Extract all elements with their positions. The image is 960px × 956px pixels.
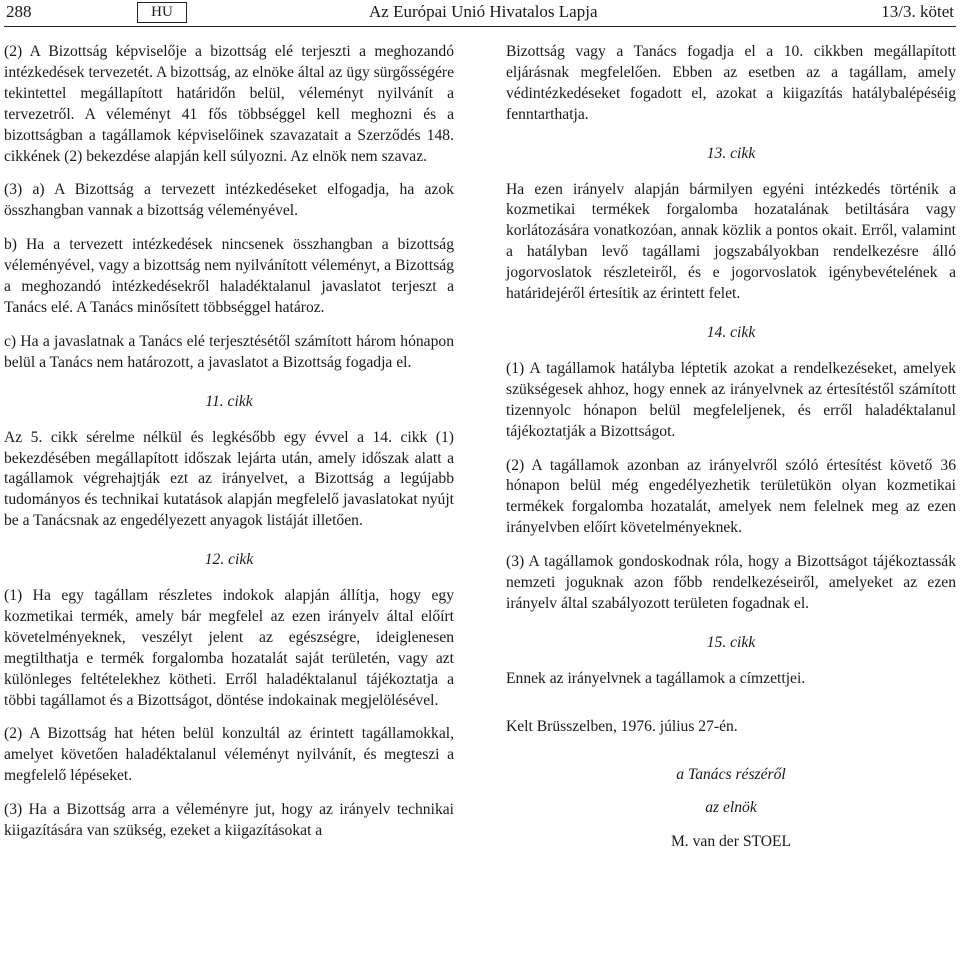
paragraph: (2) A Bizottság hat héten belül konzultál az érintett tagállamokkal, amelyet követően haladéktalanul véleményt nyilvánít, és megteszi a megfelelő lépéseket.: [4, 725, 454, 785]
paragraph: c) Ha a javaslatnak a Tanács elé terjesztésétől számított három hónapon belül a Tanács nem határozott, a javaslatot a Bizottság fogadja el.: [4, 332, 454, 371]
paragraph: (3) a) A Bizottság a tervezett intézkedéseket elfogadja, ha azok összhangban vannak a bizottság véleményével.: [4, 181, 454, 220]
article-heading: 12. cikk: [204, 551, 254, 569]
right-column: [506, 42, 956, 866]
paragraph: (2) A tagállamok azonban az irányelvről szóló értesítést követő 36 hónapon belül még engedélyezhetik területükön olyan kozmetikai termékek forgalomba hozatalát, amelyek nem felelnek meg az ezen irányelvben előírt követelményeknek.: [506, 456, 956, 537]
paragraph: (3) Ha a Bizottság arra a véleményre jut, hogy az irányelv technikai kiigazítására van szükség, ezeket a kiigazításokat a: [4, 801, 454, 840]
signature-name: M. van der STOEL: [670, 833, 792, 851]
journal-title: Az Európai Unió Hivatalos Lapja: [369, 2, 598, 21]
paragraph: (1) A tagállamok hatályba léptetik azokat a rendelkezéseket, amelyek szükségesek ahhoz, hogy ennek az irányelvnek az értesítéstől számított tizennyolc hónapon belül megfeleljenek, és erről haladéktalanul tájékoztatják a Bizottságot.: [506, 359, 956, 440]
paragraph: Ha ezen irányelv alapján bármilyen egyéni intézkedés történik a kozmetikai termékek forgalomba hozatalának betiltására vagy korlátozására vonatkozóan, annak közlik a pontos okait. Erről, valamint a hatályban levő tagállami jogszabályokban rendelkezésre álló jogorvoslatok részleteiről, és e jogorvoslatok igénybevételének a határidejéről értesítik az érintett felet.: [506, 180, 956, 303]
article-heading: 14. cikk: [706, 323, 756, 341]
place-date: Kelt Brüsszelben, 1976. július 27-én.: [506, 717, 738, 735]
paragraph: (3) A tagállamok gondoskodnak róla, hogy a Bizottságot tájékoztassák nemzeti joguknak azon főbb rendelkezéseiről, amelyeket az ezen irányelv által szabályozott területen fogadnak el.: [506, 553, 956, 612]
language-code-box: HU: [137, 2, 187, 23]
volume-label: 13/3. kötet: [881, 2, 954, 21]
paragraph: (1) Ha egy tagállam részletes indokok alapján állítja, hogy egy kozmetikai termék, amely bár megfelel az ezen irányelv által előírt követelményeknek, veszélyt jelent az egészségre, ideiglenesen megtilthatja e termék forgalomba hozatalát saját területén, vagy azt különleges feltételekhez kötheti. Erről haladéktalanul tájékoztatja a többi tagállamot és a Bizottságot, döntése indokainak megjelölésével.: [4, 587, 454, 709]
left-column: [4, 42, 454, 855]
article-heading: 15. cikk: [706, 633, 756, 651]
paragraph: b) Ha a tervezett intézkedések nincsenek összhangban a bizottság véleményével, vagy a bizottság nem nyilvánított véleményt, a Bizottság a meghozandó intézkedésekről haladéktalanul javaslatot terjeszt a Tanács elé. A Tanács minősített többséggel határoz.: [4, 236, 454, 316]
signature-council: a Tanács részéről: [676, 765, 786, 783]
paragraph: (2) A Bizottság képviselője a bizottság elé terjeszti a meghozandó intézkedések tervezetét. A bizottság, az elnöke által az ügy sürgősségére tekintettel megállapított határidőn belül, véleményt nyilvánít a tervezetről. A véleményt 41 fős többséggel kell meghozni és a bizottságban a tagállamok képviselőinek szavazatait a Szerződés 148. cikkének (2) bekezdése alapján kell súlyozni. Az elnök nem szavaz.: [4, 43, 454, 165]
article-heading: 11. cikk: [205, 392, 253, 410]
paragraph: Ennek az irányelvnek a tagállamok a címzettjei.: [506, 669, 806, 687]
page-number: 288: [6, 2, 32, 21]
paragraph: Az 5. cikk sérelme nélkül és legkésőbb egy évvel a 14. cikk (1) bekezdésében megállapított időszak lejárta után, amely időszak alatt a tagállamok végrehajtják ezt az irányelvet, a Bizottság a legújabb tudományos és technikai kutatások alapján megfelelő javaslatokat nyújt be a Tanácsnak az engedélyezett anyagok listáját illetően.: [4, 428, 454, 530]
article-heading: 13. cikk: [706, 144, 756, 162]
page-header: [4, 0, 956, 27]
signature-role: az elnök: [705, 799, 757, 817]
paragraph: Bizottság vagy a Tanács fogadja el a 10. cikkben megállapított eljárásnak megfelelően. Ebben az esetben az a tagállam, amely védintézkedéseket fogadott el, azokat a kiigazítás hatálybalépéséig fenntarthatja.: [506, 43, 956, 123]
